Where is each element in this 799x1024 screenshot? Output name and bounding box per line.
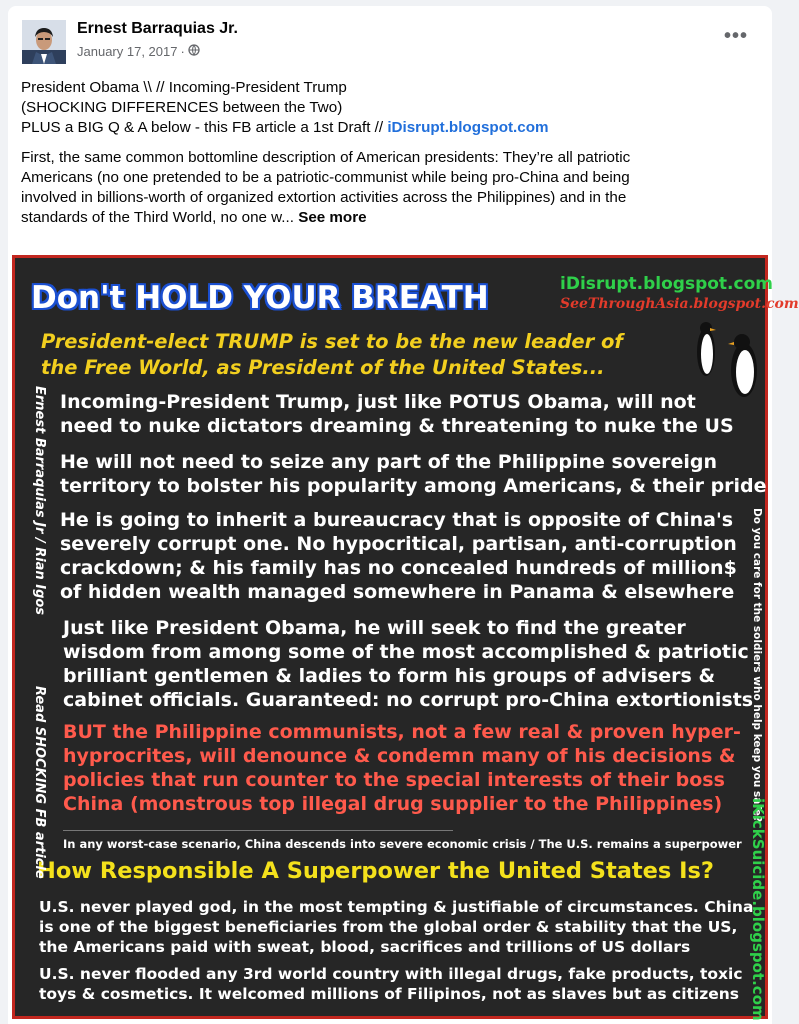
post-card <box>8 6 799 1024</box>
post-header <box>22 18 758 70</box>
see-more-button[interactable]: See more <box>298 209 367 226</box>
poster-divider <box>63 830 453 831</box>
poster-line: need to nuke dictators dreaming & threatening to nuke the US <box>60 415 734 437</box>
poster-line: He is going to inherit a bureaucracy that is opposite of China's <box>60 509 734 531</box>
truncated-text: standards of the Third World, no one w... <box>21 209 299 226</box>
post-line <box>21 208 757 228</box>
poster-bottom-line: is one of the biggest beneficiaries from the global order & stability that the US, <box>39 918 738 936</box>
poster-site-1: iDisrupt.blogspot.com <box>560 274 773 294</box>
date-separator: · <box>180 44 185 59</box>
post-meta <box>77 44 200 59</box>
poster-line: crackdown; & his family has no concealed hundreds of million$ <box>60 557 737 579</box>
poster-line: territory to bolster his popularity among Americans, & their pride <box>60 475 767 497</box>
poster-bottom-line: U.S. never played god, in the most tempting & justifiable of circumstances. China <box>39 898 754 916</box>
poster-line: cabinet officials. Guaranteed: no corrupt pro-China extortionists <box>63 689 754 711</box>
author-name[interactable]: Ernest Barraquias Jr. <box>77 20 238 37</box>
avatar[interactable] <box>22 20 66 64</box>
more-options-icon[interactable]: ••• <box>723 25 748 47</box>
poster-red-line: hyprocrites, will denounce & condemn many of his decisions & <box>63 745 736 767</box>
poster-site-2: SeeThroughAsia.blogspot.com <box>560 296 799 312</box>
post-line: Americans (no one pretended to be a patriotic-communist while being pro-China and being <box>21 169 630 186</box>
post-line: President Obama \\ // Incoming-President Trump <box>21 79 347 96</box>
poster-subtitle: President-elect TRUMP is set to be the new leader of <box>41 330 623 353</box>
poster <box>12 255 799 1021</box>
poster-line: severely corrupt one. No hypocritical, partisan, anti-corruption <box>60 533 737 555</box>
poster-line: Incoming-President Trump, just like POTUS Obama, will not <box>60 391 696 413</box>
poster-red-line: BUT the Philippine communists, not a few real & proven hyper- <box>63 721 741 743</box>
post-line-prefix: PLUS a BIG Q & A below - this FB article a 1st Draft // <box>21 119 388 136</box>
post-line: First, the same common bottomline description of American presidents: They’re all patriotic <box>21 149 631 166</box>
poster-vertical-site: iKickSuicide.blogspot.com <box>749 798 767 1021</box>
blog-link[interactable]: iDisrupt.blogspot.com <box>387 119 549 136</box>
post-line <box>21 118 757 138</box>
poster-small-note: In any worst-case scenario, China descends into severe economic crisis / The U.S. remains a superpower <box>63 837 742 851</box>
poster-bottom-line: toys & cosmetics. It welcomed millions of Filipinos, not as slaves but as citizens <box>39 985 740 1003</box>
poster-line: Just like President Obama, he will seek to find the greater <box>63 617 686 639</box>
penguin-icon <box>727 330 761 400</box>
poster-vertical-name: Ernest Barraquias Jr / Rian Igos <box>32 386 47 616</box>
post-date[interactable]: January 17, 2017 <box>77 44 178 59</box>
post-image[interactable] <box>8 250 799 1024</box>
poster-line: of hidden wealth managed somewhere in Panama & elsewhere <box>60 581 735 603</box>
poster-line: brilliant gentlemen & ladies to form his groups of advisers & <box>63 665 716 687</box>
penguin-icon <box>695 318 717 378</box>
poster-red-line: policies that run counter to the special interests of their boss <box>63 769 725 791</box>
poster-vertical-question: Do you care for the soldiers who help keep you safe? <box>751 508 763 823</box>
post-line: (SHOCKING DIFFERENCES between the Two) <box>21 99 343 116</box>
poster-title: Don't HOLD YOUR BREATH <box>31 280 489 316</box>
poster-red-line: China (monstrous top illegal drug supplier to the Philippines) <box>63 793 723 815</box>
poster-heading-2: How Responsible A Superpower the United States Is? <box>37 858 714 884</box>
poster-bottom-line: the Americans paid with sweat, blood, sacrifices and trillions of US dollars <box>39 938 691 956</box>
post-paragraph <box>21 148 757 228</box>
poster-subtitle: the Free World, as President of the United States... <box>41 356 605 379</box>
post-line: involved in billions-worth of organized extortion activities across the Philippines) and in the <box>21 189 627 206</box>
poster-bottom-line: U.S. never flooded any 3rd world country with illegal drugs, fake products, toxic <box>39 965 743 983</box>
globe-icon[interactable] <box>188 44 200 59</box>
post-text <box>21 78 757 228</box>
poster-line: wisdom from among some of the most accomplished & patriotic <box>63 641 749 663</box>
poster-line: He will not need to seize any part of the Philippine sovereign <box>60 451 718 473</box>
poster-vertical-read: Read SHOCKING FB article <box>32 686 47 879</box>
